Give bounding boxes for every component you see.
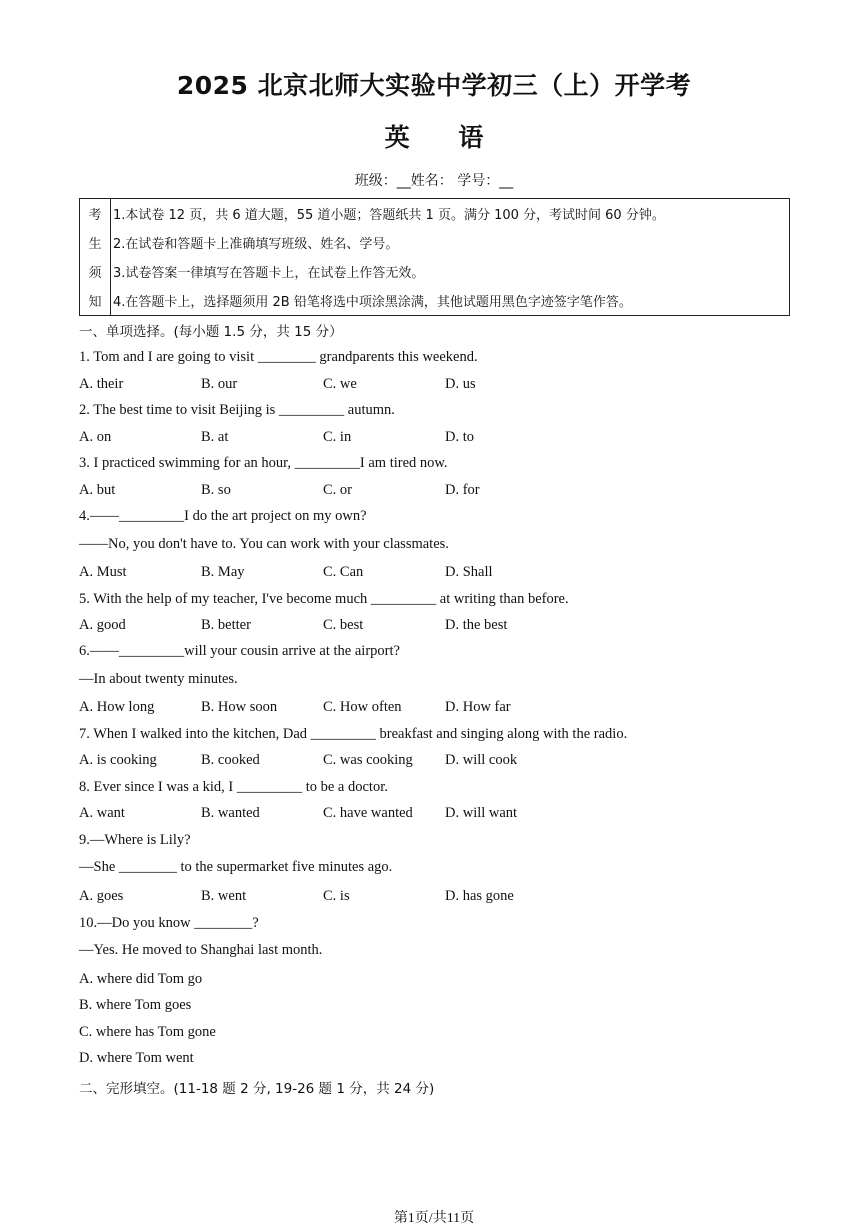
option: A. want <box>79 805 125 821</box>
notice-side-char: 生 <box>80 228 111 257</box>
notice-side-char: 知 <box>80 286 111 316</box>
question-stem: 3. I practiced swimming for an hour, _________I am tired now. <box>79 455 448 471</box>
notice-item: 4.在答题卡上，选择题须用 2B 铅笔将选中项涂黑涂满，其他试题用黑色字迹签字笔作答。 <box>113 295 632 310</box>
question-options <box>79 429 567 446</box>
notice-side-char: 须 <box>80 257 111 286</box>
option: D. will cook <box>445 752 518 768</box>
option: C. we <box>323 376 357 392</box>
question-stem: 4.——_________I do the art project on my own? <box>79 508 367 524</box>
option: D. for <box>445 482 480 498</box>
exam-title: 2025 北京北师大实验中学初三（上）开学考 <box>176 71 692 100</box>
option: A. on <box>79 429 112 445</box>
question-options <box>79 888 567 905</box>
option: C. where has Tom gone <box>79 1024 216 1040</box>
option: A. but <box>79 482 116 498</box>
exam-notice-table <box>79 198 790 316</box>
option: B. so <box>201 482 231 498</box>
question-stem: 5. With the help of my teacher, I've become much _________ at writing than before. <box>79 591 569 607</box>
option: C. is <box>323 888 350 904</box>
question-dialogue-line: —In about twenty minutes. <box>79 671 238 687</box>
question-options <box>79 617 567 634</box>
question-options <box>79 482 567 499</box>
option: D. to <box>445 429 474 445</box>
question-stem: 6.——_________will your cousin arrive at the airport? <box>79 643 400 659</box>
question-stem: 7. When I walked into the kitchen, Dad _________ breakfast and singing along with the radio. <box>79 726 628 742</box>
question-dialogue-line: —She ________ to the supermarket five minutes ago. <box>79 859 393 875</box>
notice-item: 2.在试卷和答题卡上准确填写班级、姓名、学号。 <box>113 237 399 252</box>
question-options <box>79 699 567 716</box>
option: D. Shall <box>445 564 493 580</box>
question-stem: 1. Tom and I are going to visit ________ grandparents this weekend. <box>79 349 478 365</box>
option: B. where Tom goes <box>79 997 192 1013</box>
notice-side-char: 考 <box>80 199 111 229</box>
option: D. the best <box>445 617 508 633</box>
question-options <box>79 376 567 393</box>
question-dialogue-line: —Yes. He moved to Shanghai last month. <box>79 942 323 958</box>
page-number: 第1页/共11页 <box>393 1211 475 1226</box>
student-info-line: 班级：__姓名： 学号：__ <box>354 173 514 189</box>
option: A. goes <box>79 888 124 904</box>
option: A. Must <box>79 564 127 580</box>
option: C. Can <box>323 564 364 580</box>
option: B. wanted <box>201 805 260 821</box>
section-heading: 一、单项选择。(每小题 1.5 分，共 15 分） <box>79 324 343 340</box>
section-heading: 二、完形填空。(11-18 题 2 分, 19-26 题 1 分，共 24 分) <box>79 1081 435 1097</box>
question-options <box>79 564 567 581</box>
question-stem: 10.—Do you know ________? <box>79 915 259 931</box>
option: C. in <box>323 429 352 445</box>
option: B. at <box>201 429 229 445</box>
option: A. is cooking <box>79 752 157 768</box>
question-dialogue-line: ——No, you don't have to. You can work with your classmates. <box>79 536 449 552</box>
option: D. us <box>445 376 476 392</box>
option: A. their <box>79 376 124 392</box>
option: B. May <box>201 564 245 580</box>
subject-title: 英 语 <box>384 123 484 152</box>
option: A. How long <box>79 699 155 715</box>
option: B. our <box>201 376 238 392</box>
option: B. How soon <box>201 699 278 715</box>
option: B. cooked <box>201 752 260 768</box>
option: D. has gone <box>445 888 514 904</box>
question-stem: 2. The best time to visit Beijing is _________ autumn. <box>79 402 395 418</box>
option: D. will want <box>445 805 518 821</box>
option: A. where did Tom go <box>79 971 203 987</box>
question-stem: 9.—Where is Lily? <box>79 832 191 848</box>
option: B. better <box>201 617 251 633</box>
question-stem: 8. Ever since I was a kid, I _________ to be a doctor. <box>79 779 388 795</box>
notice-item: 1.本试卷 12 页，共 6 道大题，55 道小题；答题纸共 1 页。满分 100 分，考试时间 60 分钟。 <box>113 208 665 223</box>
option: D. where Tom went <box>79 1050 194 1066</box>
option: C. was cooking <box>323 752 413 768</box>
option: C. have wanted <box>323 805 413 821</box>
option: C. best <box>323 617 364 633</box>
option: B. went <box>201 888 247 904</box>
question-options <box>79 805 567 822</box>
question-options <box>79 752 567 769</box>
option: C. or <box>323 482 352 498</box>
option: C. How often <box>323 699 402 715</box>
option: A. good <box>79 617 126 633</box>
option: D. How far <box>445 699 511 715</box>
notice-item: 3.试卷答案一律填写在答题卡上，在试卷上作答无效。 <box>113 266 425 281</box>
